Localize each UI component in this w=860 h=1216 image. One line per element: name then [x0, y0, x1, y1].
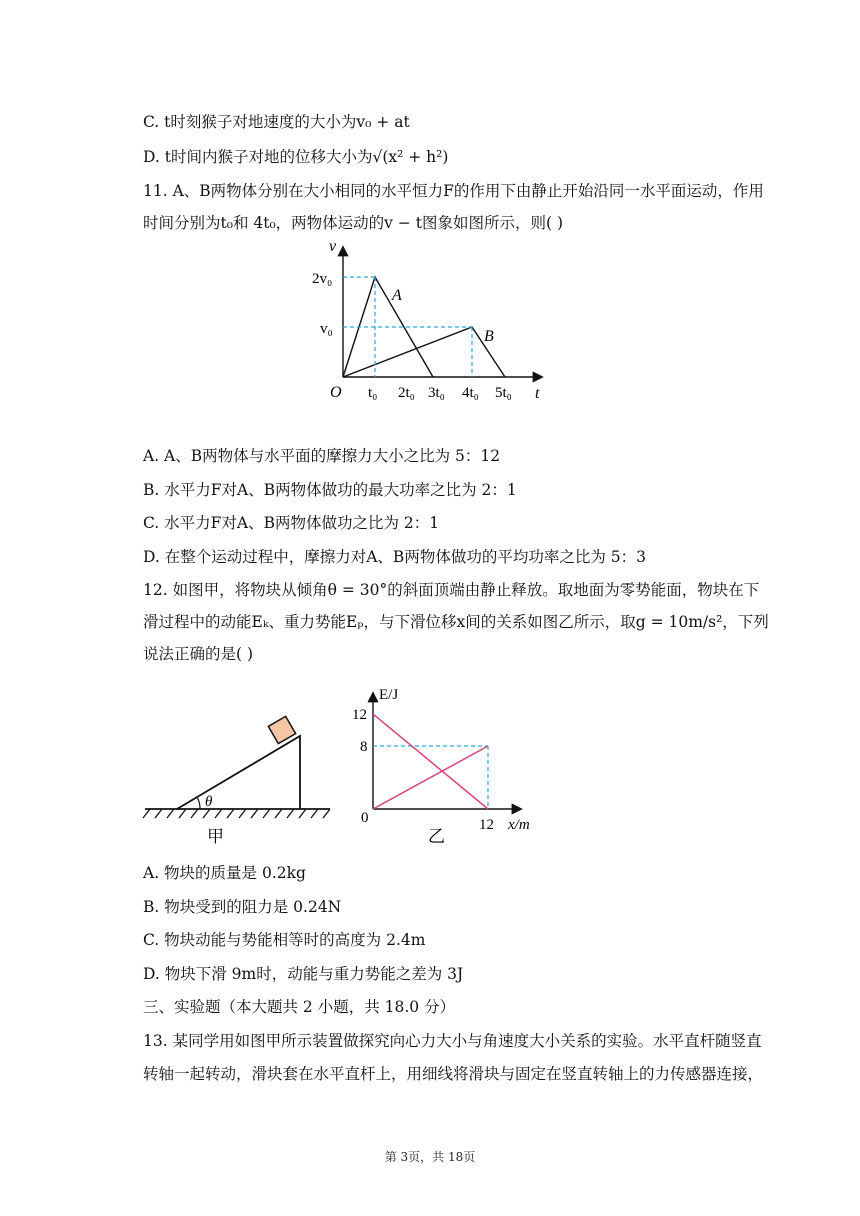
vt-xtick-4t0: 4t₀: [462, 385, 479, 401]
question-11-line1: 11. A、B两物体分别在大小相同的水平恒力F的作用下由静止开始沿同一水平面运动，作用: [143, 182, 764, 200]
question-11-line2: 时间分别为t₀和 4t₀，两物体运动的v − t图象如图所示，则( ): [143, 214, 564, 232]
incline-slope: [177, 736, 300, 809]
energy-y-axis-label: E/J: [379, 687, 399, 703]
incline-figure: [140, 715, 340, 850]
page-footer: 第 3页，共 18页: [384, 1150, 476, 1164]
vt-xtick-3t0: 3t₀: [428, 385, 445, 401]
energy-graph: [350, 685, 550, 850]
angle-label: θ: [205, 794, 213, 810]
option-c-q10: C. t时刻猴子对地速度的大小为v₀ + at: [143, 113, 410, 131]
energy-ytick-12: 12: [352, 707, 367, 723]
energy-x-axis-label: x/m: [508, 817, 530, 833]
angle-arc: [197, 797, 200, 809]
option-b-q12: B. 物块受到的阻力是 0.24N: [143, 898, 342, 916]
energy-origin-label: 0: [361, 810, 369, 826]
question-12-line1: 12. 如图甲，将物块从倾角θ = 30°的斜面顶端由静止释放。取地面为零势能面，物块在下: [143, 581, 760, 599]
energy-line-ep: [373, 714, 488, 809]
option-c-q11: C. 水平力F对A、B两物体做功之比为 2：1: [143, 514, 440, 532]
question-13-line1: 13. 某同学用如图甲所示装置做探究向心力大小与角速度大小关系的实验。水平直杆随竖直: [143, 1032, 762, 1050]
vt-xtick-5t0: 5t₀: [495, 385, 512, 401]
question-13-line2: 转轴一起转动，滑块套在水平直杆上，用细线将滑块与固定在竖直转轴上的力传感器连接，: [143, 1065, 764, 1083]
vt-line-b: [343, 327, 505, 377]
option-a-q11: A. A、B两物体与水平面的摩擦力大小之比为 5：12: [143, 447, 501, 465]
vt-label-b: B: [484, 328, 494, 345]
vt-y-axis-label: v: [329, 238, 337, 255]
vt-label-a: A: [392, 287, 402, 304]
section-3-heading: 三、实验题（本大题共 2 小题，共 18.0 分）: [143, 998, 456, 1016]
vt-xtick-2t0: 2t₀: [398, 385, 415, 401]
option-d-q12: D. 物块下滑 9m时，动能与重力势能之差为 3J: [143, 965, 464, 983]
energy-xtick-12: 12: [479, 817, 494, 833]
vt-ytick-v0: v₀: [320, 321, 333, 337]
vt-ytick-2v0: 2v₀: [312, 271, 333, 287]
question-12-line3: 说法正确的是( ): [143, 645, 254, 663]
vt-graph: [310, 236, 560, 406]
vt-xtick-t0: t₀: [368, 385, 378, 401]
option-c-q12: C. 物块动能与势能相等时的高度为 2.4m: [143, 931, 426, 949]
figure-yi-caption: 乙: [428, 827, 445, 846]
energy-line-ek: [373, 746, 488, 809]
option-b-q11: B. 水平力F对A、B两物体做功的最大功率之比为 2：1: [143, 481, 517, 499]
vt-origin-label: O: [330, 384, 342, 401]
figure-jia-caption: 甲: [207, 827, 224, 846]
ground-hatching: [143, 809, 330, 818]
energy-ytick-8: 8: [360, 739, 368, 755]
block: [268, 716, 295, 743]
option-a-q12: A. 物块的质量是 0.2kg: [143, 864, 306, 882]
question-12-line2: 滑过程中的动能Eₖ、重力势能Eₚ，与下滑位移x间的关系如图乙所示，取g = 10m/s²，下列: [143, 613, 769, 631]
option-d-q10: D. t时间内猴子对地的位移大小为√(x² + h²): [143, 148, 449, 166]
vt-x-axis-label: t: [535, 385, 540, 402]
option-d-q11: D. 在整个运动过程中，摩擦力对A、B两物体做功的平均功率之比为 5：3: [143, 548, 646, 566]
